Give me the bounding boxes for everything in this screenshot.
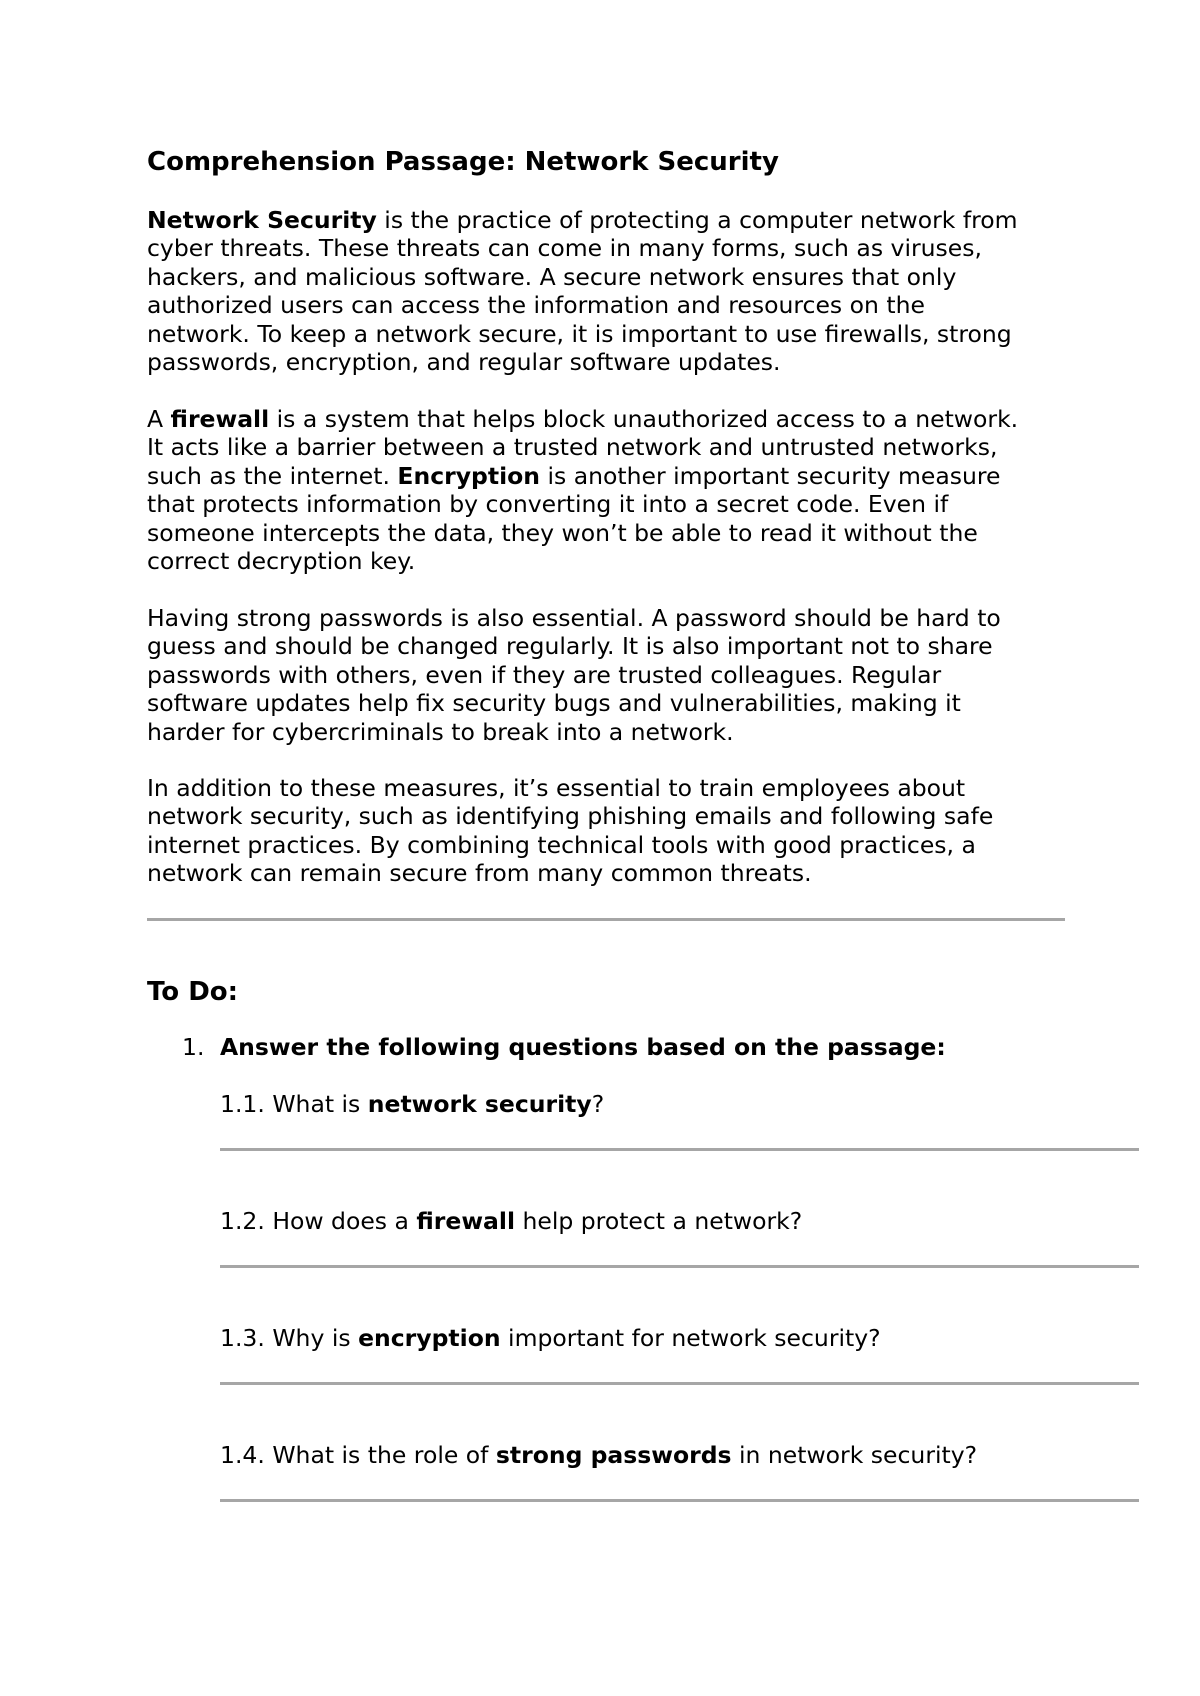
paragraph-line (147, 405, 1018, 433)
text-span: What is the role of (264, 1441, 496, 1469)
passage-paragraph-3 (147, 604, 1001, 746)
list-number: 1. (182, 1033, 205, 1061)
passage-paragraph-1 (147, 206, 1018, 376)
bold-term: strong passwords (495, 1441, 732, 1469)
bold-term: encryption (358, 1324, 501, 1352)
paragraph-line: guess and should be changed regularly. It is also important not to share (147, 632, 993, 661)
paragraph-line: In addition to these measures, it’s essential to train employees about (147, 774, 966, 802)
paragraph-line: It acts like a barrier between a trusted network and untrusted networks, (147, 433, 998, 462)
bold-term: Encryption (397, 461, 541, 490)
question-1-1 (220, 1089, 604, 1119)
paragraph-line: passwords with others, even if they are trusted colleagues. Regular (147, 660, 942, 689)
paragraph-line: correct decryption key. (147, 547, 416, 576)
paragraph-line: cyber threats. These threats can come in many forms, such as viruses, (147, 234, 982, 263)
question-1-2 (220, 1206, 802, 1236)
question-number: 1.4. (220, 1441, 265, 1469)
todo-item-1 (182, 1032, 946, 1062)
bold-term: firewall (170, 405, 270, 433)
paragraph-line: passwords, encryption, and regular software updates. (147, 348, 781, 377)
text-span: is another important security measure (540, 461, 1001, 490)
answer-line[interactable] (220, 1499, 1139, 1502)
bold-term: network security (367, 1090, 592, 1118)
paragraph-line: network. To keep a network secure, it is important to use firewalls, strong (147, 319, 1012, 348)
paragraph-line: hackers, and malicious software. A secure network ensures that only (147, 262, 957, 291)
text-span: Why is (264, 1324, 359, 1352)
paragraph-line (147, 462, 1018, 490)
paragraph-line: internet practices. By combining technical tools with good practices, a (147, 830, 976, 859)
text-span: A (147, 405, 171, 433)
text-span: important for network security? (500, 1324, 881, 1352)
passage-paragraph-2 (147, 405, 1018, 575)
paragraph-line: network can remain secure from many common threats. (147, 859, 812, 888)
bold-term: Network Security (147, 206, 377, 234)
answer-line[interactable] (220, 1382, 1139, 1385)
paragraph-line (147, 206, 1018, 234)
text-span: help protect a network? (515, 1207, 803, 1235)
passage-paragraph-4 (147, 774, 993, 888)
text-span: such as the internet. (147, 461, 398, 490)
page-title: Comprehension Passage: Network Security (147, 147, 779, 177)
bold-term: firewall (416, 1207, 516, 1235)
section-divider (147, 918, 1065, 921)
text-span: ? (591, 1090, 605, 1118)
paragraph-line: that protects information by converting it into a secret code. Even if (147, 490, 949, 519)
question-number: 1.2. (220, 1207, 265, 1235)
paragraph-line: someone intercepts the data, they won’t be able to read it without the (147, 518, 978, 547)
text-span: How does a (264, 1207, 417, 1235)
paragraph-line: network security, such as identifying phishing emails and following safe (147, 802, 994, 831)
paragraph-line: harder for cybercriminals to break into a network. (147, 717, 734, 746)
question-1-3 (220, 1323, 881, 1353)
answer-line[interactable] (220, 1148, 1139, 1151)
answer-line[interactable] (220, 1265, 1139, 1268)
question-1-4 (220, 1440, 977, 1470)
paragraph-line: Having strong passwords is also essential. A password should be hard to (147, 604, 1001, 632)
paragraph-line: authorized users can access the information and resources on the (147, 291, 925, 320)
text-span: in network security? (731, 1441, 978, 1469)
todo-item-label: Answer the following questions based on the passage: (220, 1033, 946, 1061)
todo-heading: To Do: (147, 977, 239, 1007)
text-span: is the practice of protecting a computer network from (376, 206, 1018, 234)
question-number: 1.3. (220, 1324, 265, 1352)
question-number: 1.1. (220, 1090, 265, 1118)
paragraph-line: software updates help fix security bugs and vulnerabilities, making it (147, 689, 961, 718)
text-span: What is (264, 1090, 368, 1118)
text-span: is a system that helps block unauthorized access to a network. (269, 405, 1019, 433)
